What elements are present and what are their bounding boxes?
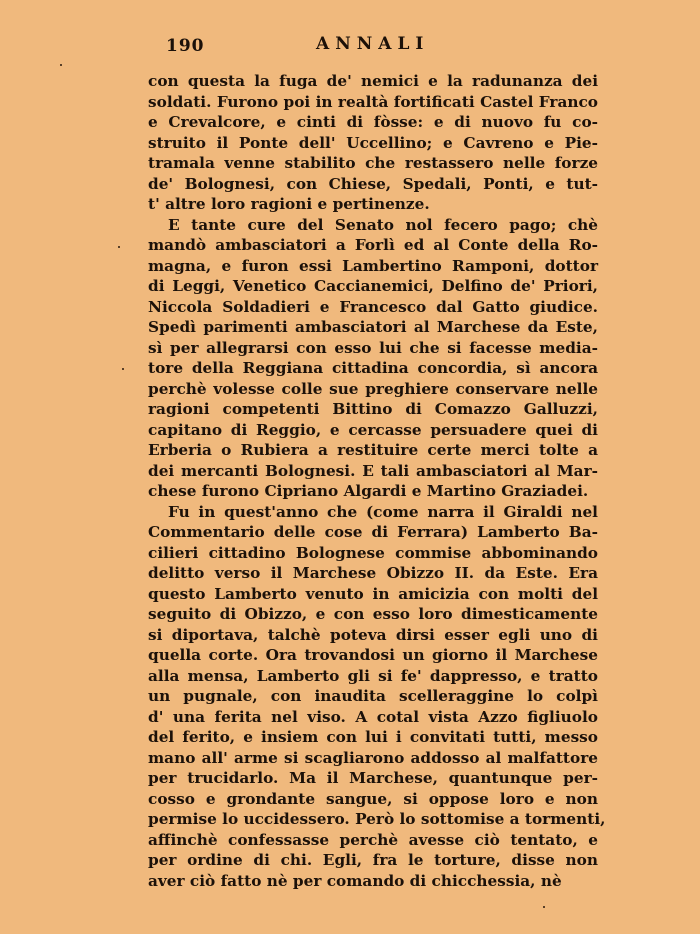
text-line: un pugnale, con inaudita scelleraggine lo colpì: [148, 687, 598, 705]
text-line: sì per allegrarsi con esso lui che si facesse media-: [148, 338, 598, 357]
text-line: capitano di Reggio, e cercasse persuadere quei di: [148, 420, 598, 439]
text-line: aver ciò fatto nè per comando di chicchessia, nè: [148, 871, 562, 890]
text-line: questo Lamberto venuto in amicizia con molti del: [148, 584, 598, 603]
text-line: mano all' arme si scagliarono addosso al malfattore: [148, 748, 598, 767]
text-line: soldati. Furono poi in realtà fortificati Castel Franco: [148, 92, 598, 111]
text-line: tramala venne stabilito che restassero nelle forze: [148, 154, 598, 172]
text-line: chese furono Cipriano Algardi e Martino Graziadei.: [148, 482, 589, 500]
text-line: ragioni competenti Bittino di Comazzo Galluzzi,: [148, 400, 598, 418]
text-line: tore della Reggiana cittadina concordia, sì ancora: [148, 359, 598, 377]
text-line: per trucidarlo. Ma il Marchese, quantunque per-: [148, 769, 598, 787]
text-line: mandò ambasciatori a Forlì ed al Conte della Ro-: [148, 236, 598, 254]
text-line: dei mercanti Bolognesi. E tali ambasciatori al Mar-: [148, 461, 598, 480]
text-line: di Leggi, Venetico Caccianemici, Delfino de' Priori,: [148, 277, 598, 295]
running-head: ANNALI: [316, 34, 430, 54]
print-speck: [543, 906, 545, 908]
page-number: 190: [166, 36, 205, 56]
text-line: struito il Ponte dell' Uccellino; e Cavreno e Pie-: [148, 133, 598, 152]
text-line: Spedì parimenti ambasciatori al Marchese da Este,: [148, 318, 598, 336]
text-line: Erberia o Rubiera a restituire certe merci tolte a: [148, 441, 598, 459]
text-line: Niccola Soldadieri e Francesco dal Gatto giudice.: [148, 297, 598, 316]
text-line: quella corte. Ora trovandosi un giorno il Marchese: [148, 646, 598, 664]
text-line: t' altre loro ragioni e pertinenze.: [148, 195, 430, 213]
text-line: del ferito, e insiem con lui i convitati tutti, messo: [148, 728, 598, 746]
text-line: perchè volesse colle sue preghiere conservare nelle: [148, 379, 598, 398]
print-speck: [122, 368, 124, 370]
text-line: si diportava, talchè poteva dirsi esser egli uno di: [148, 625, 598, 644]
print-speck: [118, 246, 120, 248]
text-line: cosso e grondante sangue, si oppose loro e non: [148, 789, 598, 808]
text-line: e Crevalcore, e cinti di fòsse: e di nuovo fu co-: [148, 113, 598, 131]
text-line: Commentario delle cose di Ferrara) Lamberto Ba-: [148, 523, 598, 541]
text-line: d' una ferita nel viso. A cotal vista Azzo figliuolo: [148, 707, 598, 726]
text-line: con questa la fuga de' nemici e la radunanza dei: [148, 72, 598, 90]
text-line: alla mensa, Lamberto gli si fe' dappresso, e tratto: [148, 666, 598, 685]
body-text: [148, 71, 606, 891]
text-line: permise lo uccidessero. Però lo sottomise a tormenti,: [148, 810, 606, 828]
text-line: cilieri cittadino Bolognese commise abbominando: [148, 543, 598, 562]
text-line: per ordine di chi. Egli, fra le torture, disse non: [148, 851, 598, 869]
text-line: delitto verso il Marchese Obizzo II. da Este. Era: [148, 564, 598, 582]
print-speck: [60, 64, 62, 66]
text-line: E tante cure del Senato nol fecero pago; chè: [168, 215, 598, 234]
text-line: Fu in quest'anno che (come narra il Giraldi nel: [168, 502, 598, 521]
text-line: affinchè confessasse perchè avesse ciò tentato, e: [148, 830, 598, 849]
text-line: de' Bolognesi, con Chiese, Spedali, Ponti, e tut-: [148, 174, 598, 193]
text-line: magna, e furon essi Lambertino Ramponi, dottor: [148, 256, 598, 275]
text-line: seguito di Obizzo, e con esso loro dimesticamente: [148, 605, 598, 623]
